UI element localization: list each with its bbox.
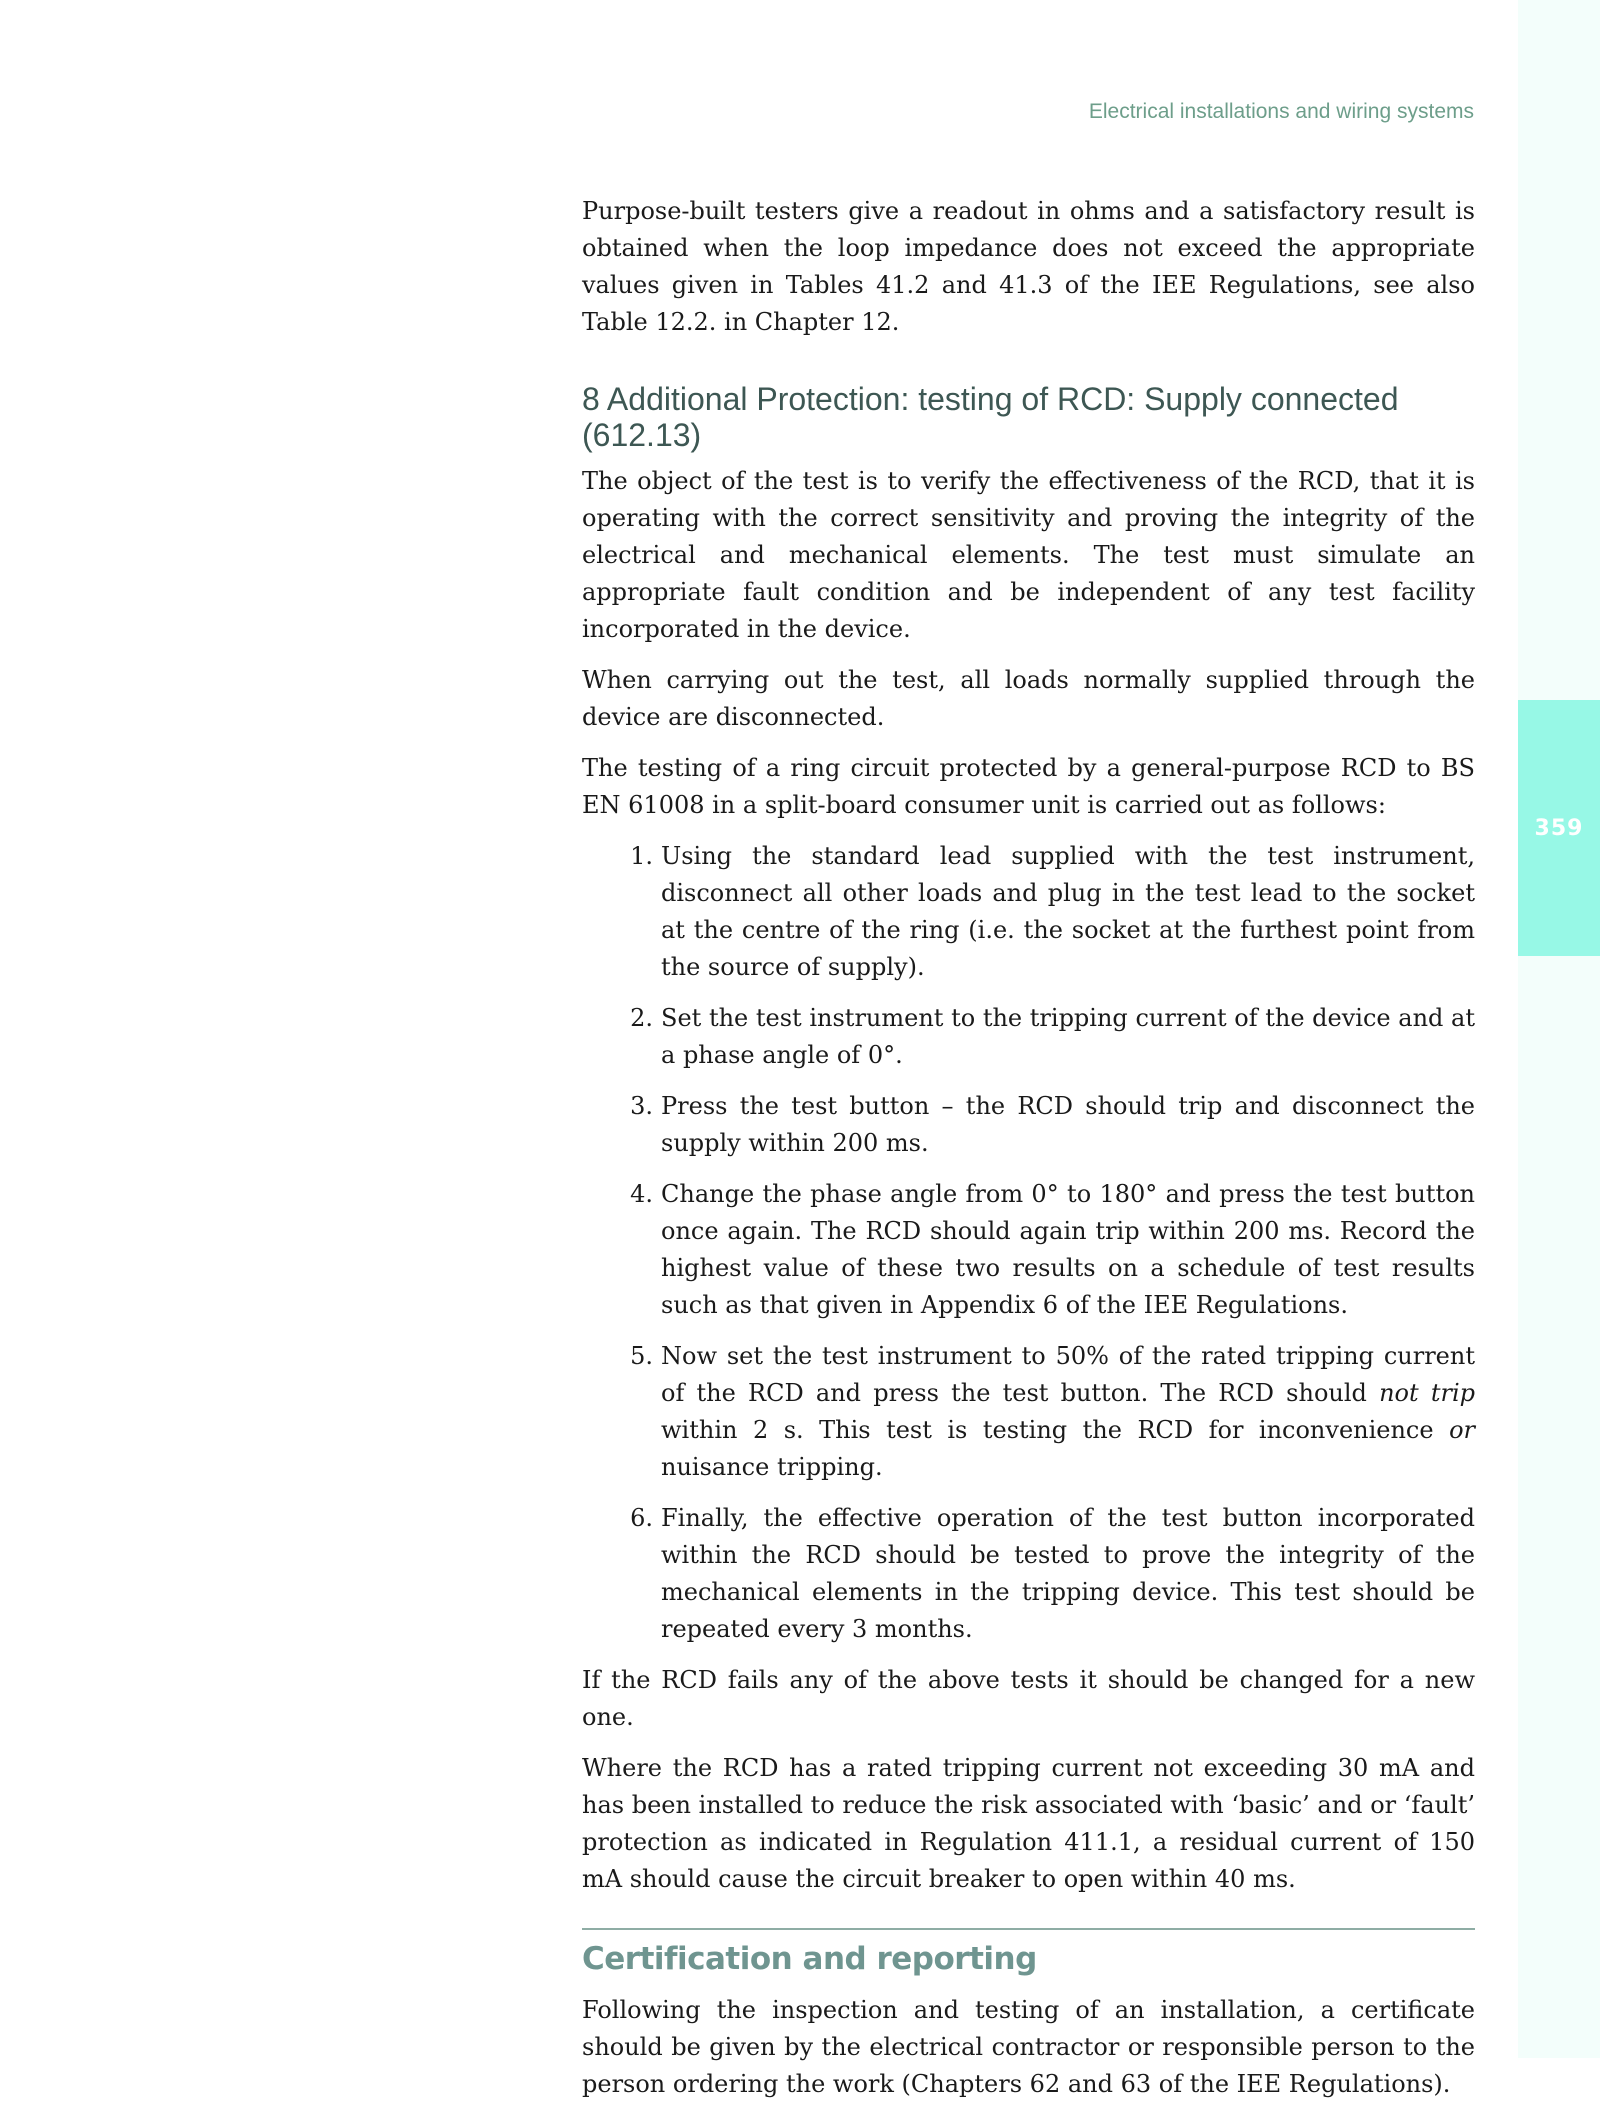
list-item: [630, 1088, 1475, 1162]
list-item-number: 5.: [630, 1342, 653, 1370]
list-item-text: Finally, the effective operation of the test button incorporated within the RCD should be tested to prove the integrity of the mechanical elements in the tripping device. This test should be repeated every 3 months.: [661, 1504, 1475, 1643]
intro-paragraph: Purpose-built testers give a readout in ohms and a satisfactory result is obtained when the loop impedance does not exceed the appropriate values given in Tables 41.2 and 41.3 of the IEE Regulations, see also Table 12.2. in Chapter 12.: [582, 197, 1475, 336]
list-item: [630, 1176, 1475, 1324]
running-header: Electrical installations and wiring systems: [1088, 100, 1474, 123]
list-item: [630, 1500, 1475, 1648]
emphasis-text: not trip: [1379, 1379, 1475, 1407]
list-item-text-part: within 2 s. This test is testing the RCD for inconvenience: [661, 1416, 1450, 1444]
list-item-text: Using the standard lead supplied with the test instrument, disconnect all other loads and plug in the test lead to the socket at the centre of the ring (i.e. the socket at the furthest point from the source of supply).: [661, 842, 1475, 981]
body-paragraph: When carrying out the test, all loads normally supplied through the device are disconnected.: [582, 666, 1475, 731]
certification-heading: Certification and reporting: [582, 1941, 1037, 1977]
body-paragraph: Where the RCD has a rated tripping current not exceeding 30 mA and has been installed to reduce the risk associated with ‘basic’ and or ‘fault’ protection as indicated in Regulation 411.1, a residual current of 150 mA should cause the circuit breaker to open within 40 ms.: [582, 1754, 1475, 1893]
list-item: [630, 1338, 1475, 1486]
list-item-text: Press the test button – the RCD should trip and disconnect the supply within 200 ms.: [661, 1092, 1475, 1157]
main-content: [582, 193, 1475, 2117]
list-item-number: 4.: [630, 1180, 653, 1208]
emphasis-text: or: [1449, 1416, 1475, 1444]
body-paragraph: Following the inspection and testing of an installation, a certificate should be given by the electrical contractor or responsible person to the person ordering the work (Chapters 62 and 63 of the IEE Regulations).: [582, 1996, 1475, 2098]
list-item: [630, 838, 1475, 986]
list-item-number: 2.: [630, 1004, 653, 1032]
list-item: [630, 1000, 1475, 1074]
list-item-text-part: nuisance tripping.: [661, 1453, 883, 1481]
section-divider: [582, 1928, 1475, 1930]
list-item-number: 3.: [630, 1092, 653, 1120]
list-item-text: Change the phase angle from 0° to 180° and press the test button once again. The RCD should again trip within 200 ms. Record the highest value of these two results on a schedule of test results such as that given in Appendix 6 of the IEE Regulations.: [661, 1180, 1475, 1319]
margin-strip: [1518, 0, 1600, 2058]
body-paragraph: If the RCD fails any of the above tests it should be changed for a new one.: [582, 1666, 1475, 1731]
test-steps-list: [582, 838, 1475, 1648]
page-number: 359: [1534, 816, 1584, 841]
list-item-text: Set the test instrument to the tripping current of the device and at a phase angle of 0°.: [661, 1004, 1475, 1069]
list-item-text-part: Now set the test instrument to 50% of the rated tripping current of the RCD and press the test button. The RCD should: [661, 1342, 1475, 1407]
body-paragraph: The testing of a ring circuit protected by a general-purpose RCD to BS EN 61008 in a split-board consumer unit is carried out as follows:: [582, 754, 1475, 819]
body-paragraph: The object of the test is to verify the effectiveness of the RCD, that it is operating with the correct sensitivity and proving the integrity of the electrical and mechanical elements. The test must simulate an appropriate fault condition and be independent of any test facility incorporated in the device.: [582, 467, 1475, 643]
list-item-number: 6.: [630, 1504, 653, 1532]
page-tab: [1518, 700, 1600, 956]
list-item-number: 1.: [630, 842, 653, 870]
section-heading: 8 Additional Protection: testing of RCD: Supply connected (612.13): [582, 381, 1399, 453]
